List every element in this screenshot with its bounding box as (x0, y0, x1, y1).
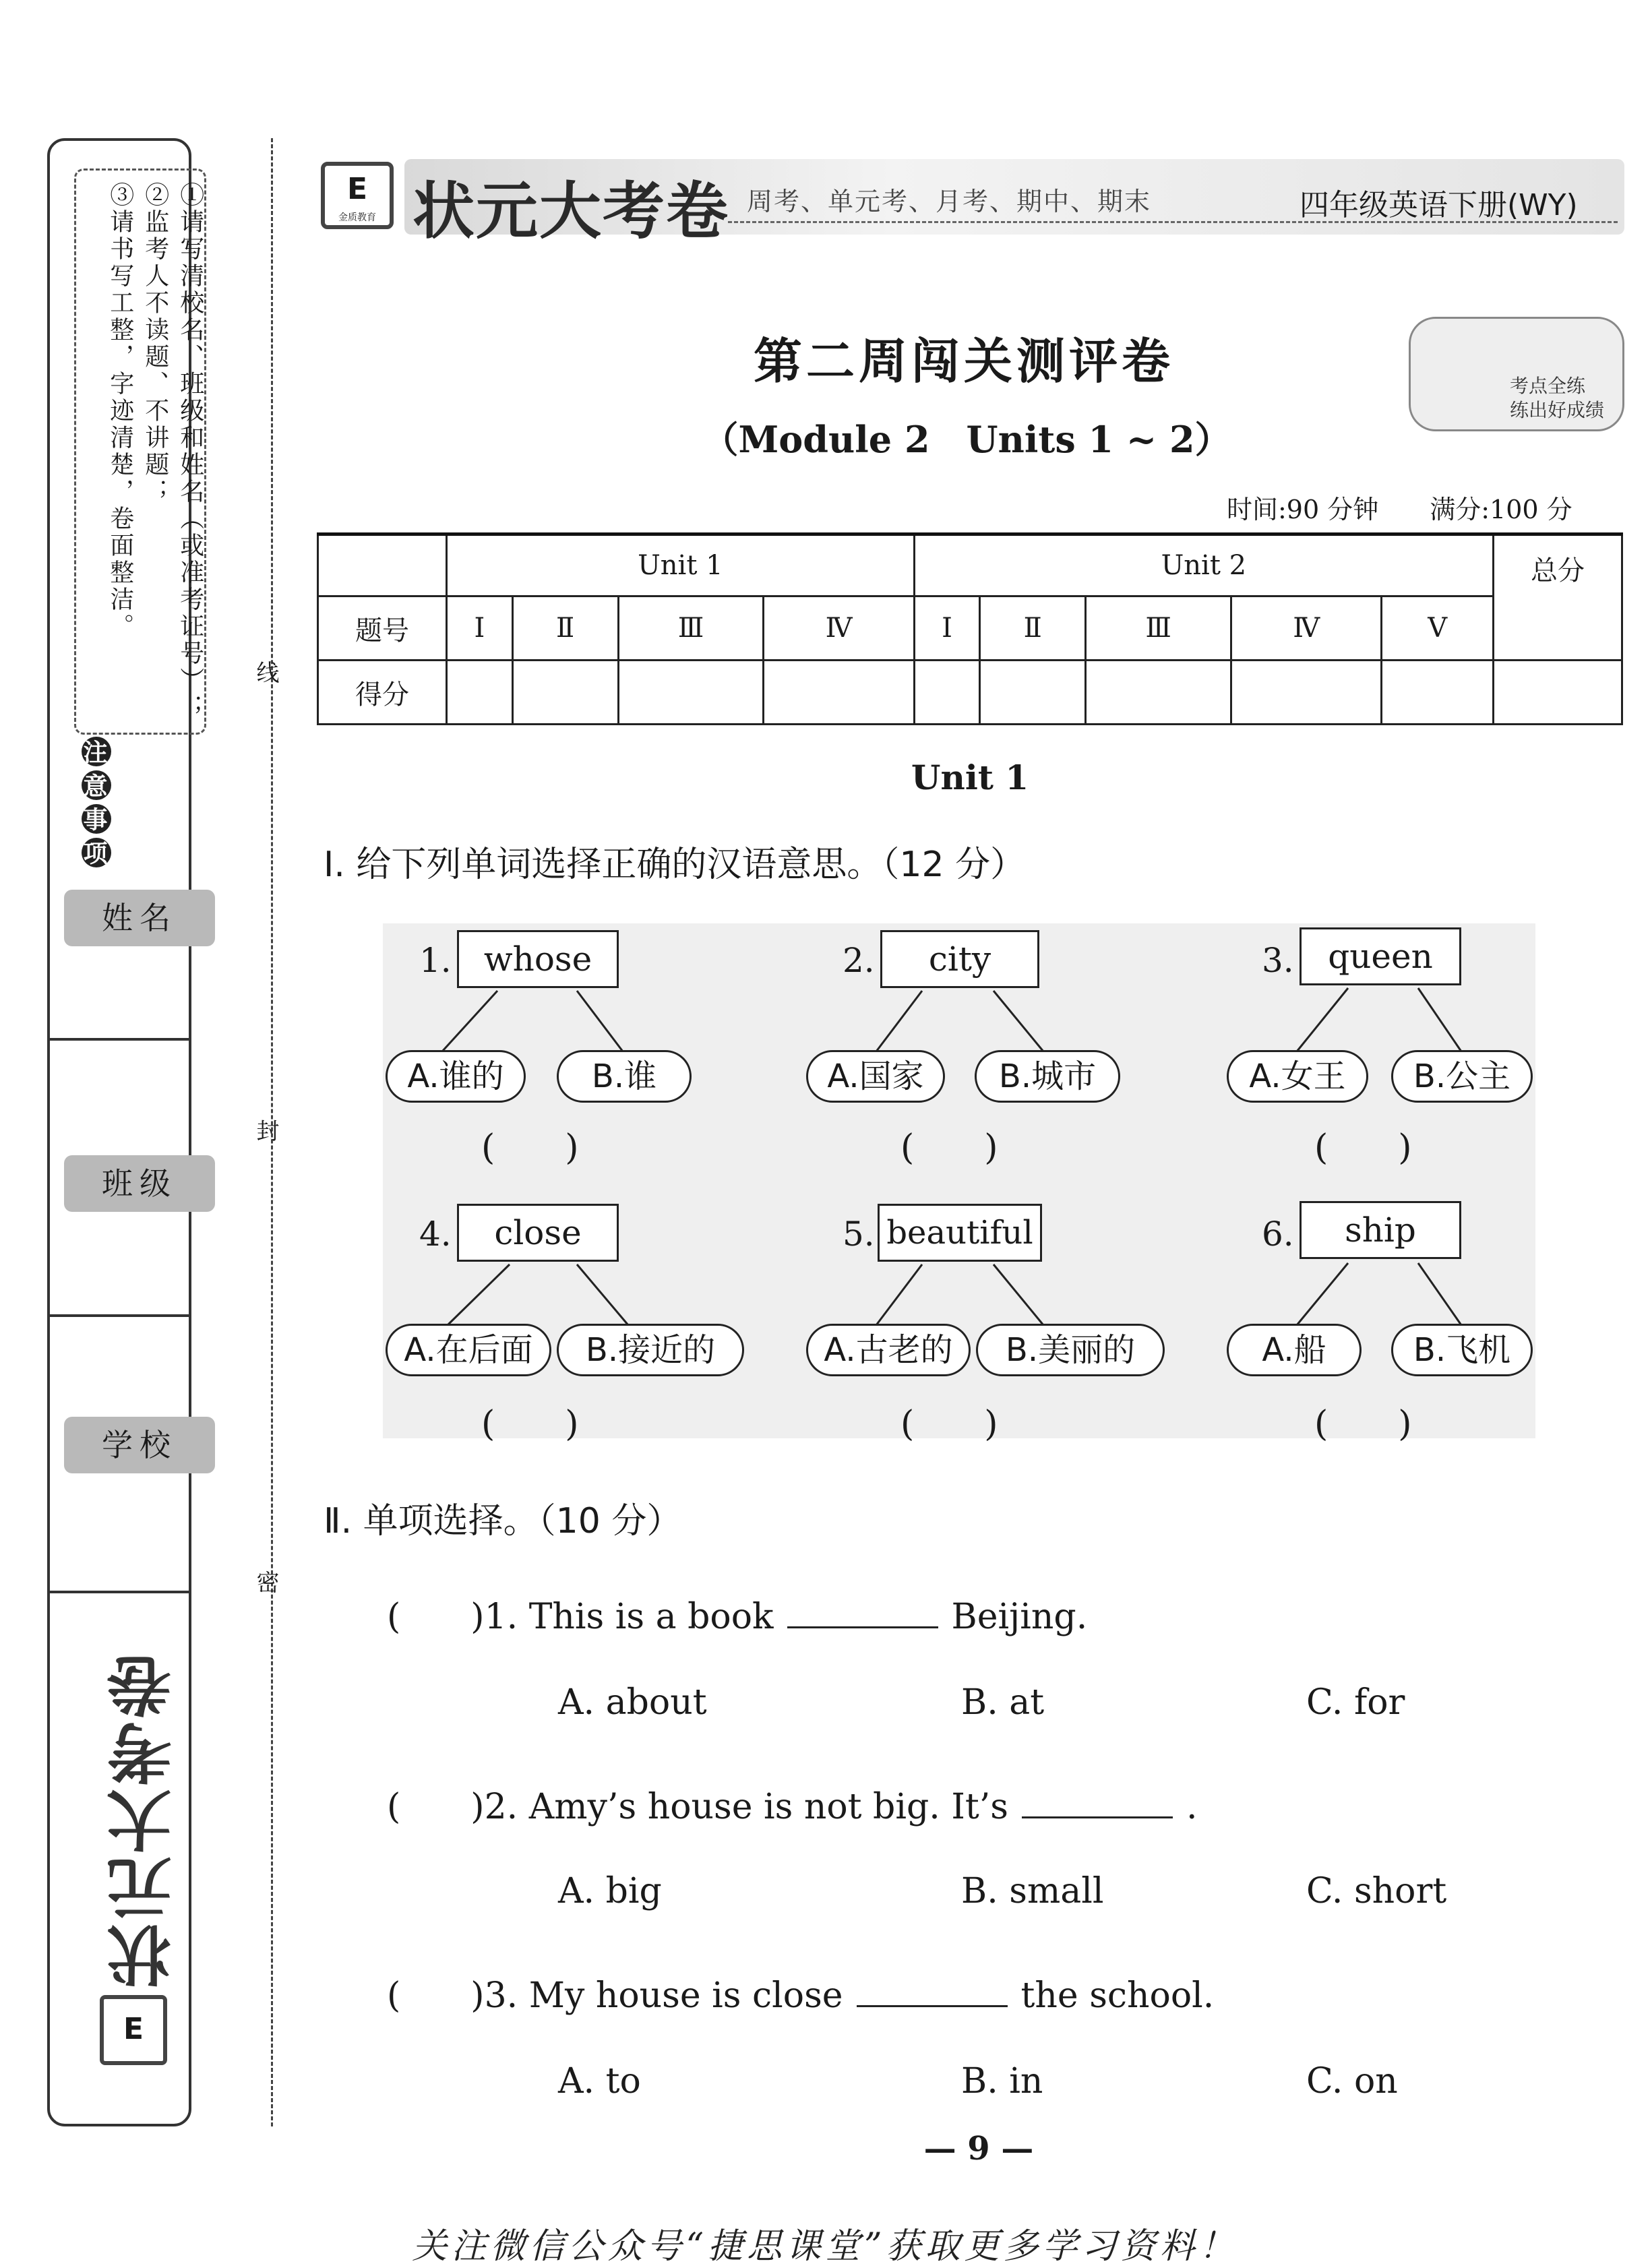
notice-title: 注意事项 (80, 735, 111, 869)
answer-paren[interactable]: ( ) (481, 1128, 579, 1168)
side-separator (47, 1038, 191, 1041)
cut-mark-line: 线 (252, 661, 279, 683)
answer-paren[interactable]: ( ) (1314, 1128, 1412, 1168)
score-table-unit2-header: Unit 2 (914, 534, 1493, 596)
side-separator (47, 1314, 191, 1317)
vocab-option-b[interactable]: B.公主 (1391, 1050, 1533, 1103)
vocab-option-b[interactable]: B.美丽的 (976, 1324, 1165, 1376)
school-field-label: 学校 (64, 1417, 215, 1473)
page-number: — 9 — (923, 2130, 1034, 2168)
score-table-col: Ⅱ (512, 596, 618, 661)
blank[interactable] (787, 1599, 938, 1628)
side-separator (47, 1591, 191, 1593)
page-subtitle: （Module 2 Units 1 ~ 2） (702, 418, 1231, 461)
vocab-word: city (880, 930, 1039, 988)
vocab-item-number: 4. (419, 1215, 452, 1254)
answer-paren[interactable]: ( ) (387, 1597, 485, 1637)
vocab-option-a[interactable]: A.谁的 (386, 1050, 526, 1103)
answer-paren[interactable]: ( ) (900, 1128, 998, 1168)
side-brand-logo: 状元大考卷 (106, 1651, 182, 1988)
score-table-row-question: 题号 (318, 596, 447, 661)
mc-option[interactable]: A. about (558, 1682, 707, 1723)
answer-paren[interactable]: ( ) (387, 1975, 485, 2016)
mc-question-2: ( )2. Amy’s house is not big. It’s . (387, 1787, 1198, 1827)
mc-option[interactable]: A. to (558, 2061, 641, 2102)
notice-line-1: ①请写清校名、班级和姓名（或准考证号）； (176, 182, 204, 721)
mc-option[interactable]: C. short (1306, 1871, 1447, 1911)
vocab-item-number: 3. (1262, 941, 1294, 980)
mc-option[interactable]: A. big (558, 1871, 662, 1911)
class-field-label: 班级 (64, 1155, 215, 1212)
section2-title: Ⅱ. 单项选择。（10 分） (324, 1501, 682, 1541)
mascot-text: 考点全练 练出好成绩 (1510, 375, 1605, 421)
score-table-col: Ⅰ (447, 596, 513, 661)
vocab-option-b[interactable]: B.接近的 (557, 1324, 744, 1376)
blank[interactable] (857, 1978, 1008, 2007)
score-table (317, 532, 1623, 725)
score-cell-total[interactable] (1494, 661, 1622, 725)
score-cell[interactable] (1382, 661, 1494, 725)
score-table-col: Ⅱ (980, 596, 1086, 661)
header-logo: E 金质教育 (321, 162, 394, 229)
mc-question-3: ( )3. My house is close the school. (387, 1975, 1215, 2016)
vocab-option-a[interactable]: A.国家 (806, 1050, 945, 1103)
header-tagline: 周考、单元考、月考、期中、期末 (747, 187, 1152, 216)
mc-option[interactable]: B. at (961, 1682, 1045, 1723)
page-title: 第二周闯关测评卷 (753, 333, 1174, 390)
header-grade: 四年级英语下册(WY) (1300, 188, 1578, 222)
score-table-col: Ⅴ (1382, 596, 1494, 661)
score-table-col: Ⅲ (1086, 596, 1231, 661)
score-table-col: Ⅰ (914, 596, 980, 661)
mc-option[interactable]: C. for (1306, 1682, 1405, 1723)
side-company-logo: E (100, 1995, 167, 2065)
score-cell[interactable] (1086, 661, 1231, 725)
vocab-word: queen (1300, 927, 1461, 985)
vocab-word: ship (1300, 1201, 1461, 1259)
mc-question-1: ( )1. This is a book Beijing. (387, 1597, 1088, 1637)
answer-paren[interactable]: ( ) (387, 1787, 485, 1827)
vocab-item-number: 6. (1262, 1215, 1294, 1254)
answer-paren[interactable]: ( ) (1314, 1404, 1412, 1444)
mc-option[interactable]: B. in (961, 2061, 1043, 2102)
score-cell[interactable] (512, 661, 618, 725)
notice-line-3: ③请书写工整，字迹清楚，卷面整洁。 (106, 182, 134, 640)
blank[interactable] (1022, 1789, 1173, 1818)
header-brand: 状元大考卷 (413, 175, 730, 247)
score-cell[interactable] (618, 661, 764, 725)
vocab-item-number: 2. (843, 941, 875, 980)
answer-paren[interactable]: ( ) (481, 1404, 579, 1444)
vocab-word: close (457, 1204, 619, 1262)
vocab-option-b[interactable]: B.城市 (975, 1050, 1120, 1103)
score-cell[interactable] (447, 661, 513, 725)
time-info: 时间:90 分钟 满分:100 分 (1227, 495, 1572, 524)
cut-mark-secret: 密 (252, 1570, 279, 1593)
notice-line-2: ②监考人不读题、不讲题； (141, 182, 169, 505)
score-table-col: Ⅲ (618, 596, 764, 661)
name-field-label: 姓名 (64, 890, 215, 946)
score-cell[interactable] (764, 661, 914, 725)
score-cell[interactable] (1231, 661, 1382, 725)
vocab-option-a[interactable]: A.在后面 (386, 1324, 551, 1376)
vocab-item-number: 5. (843, 1215, 875, 1254)
unit-heading: Unit 1 (911, 758, 1029, 797)
mc-option[interactable]: C. on (1306, 2061, 1398, 2102)
score-cell[interactable] (980, 661, 1086, 725)
vocab-word: whose (457, 930, 619, 988)
section1-title: Ⅰ. 给下列单词选择正确的汉语意思。（12 分） (324, 845, 1026, 885)
answer-paren[interactable]: ( ) (900, 1404, 998, 1444)
vocab-option-a[interactable]: A.船 (1227, 1324, 1362, 1376)
score-table-total-header: 总分 (1494, 534, 1622, 661)
score-cell[interactable] (914, 661, 980, 725)
vocab-option-a[interactable]: A.女王 (1227, 1050, 1368, 1103)
header-rule (728, 221, 1618, 223)
vocab-item-number: 1. (419, 941, 452, 980)
score-table-row-score: 得分 (318, 661, 447, 725)
score-table-col: Ⅳ (764, 596, 914, 661)
vocab-option-b[interactable]: B.飞机 (1391, 1324, 1533, 1376)
vocab-word: beautiful (878, 1204, 1042, 1262)
score-table-col: Ⅳ (1231, 596, 1382, 661)
mc-option[interactable]: B. small (961, 1871, 1104, 1911)
score-table-unit1-header: Unit 1 (447, 534, 915, 596)
vocab-option-b[interactable]: B.谁 (557, 1050, 692, 1103)
cut-mark-seal: 封 (252, 1119, 279, 1142)
vocab-option-a[interactable]: A.古老的 (806, 1324, 971, 1376)
footer-promo: 关注微信公众号“捷思课堂”获取更多学习资料！ (412, 2226, 1238, 2267)
